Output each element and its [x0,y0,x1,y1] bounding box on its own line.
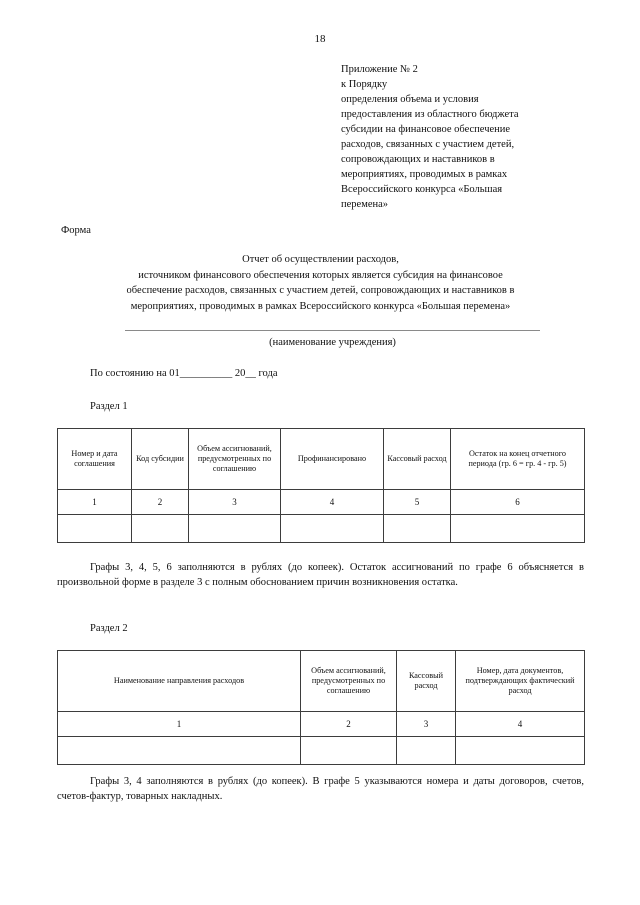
section-1-table [57,428,585,543]
appendix-reference-line-3: определения объема и условия [341,94,479,105]
table-2-number-cell-4: 4 [456,712,585,737]
table-1-header-cell-4: Профинансировано [281,429,384,490]
table-1-number-cell-1: 1 [58,490,132,515]
section-2-table [57,650,585,765]
institution-name-field [125,330,540,350]
appendix-reference-line-4: предоставления из областного бюджета [341,109,519,120]
table-row [58,737,585,765]
page-number: 18 [314,33,326,45]
appendix-reference-block [341,62,591,212]
title-line-3: обеспечение расходов, связанных с участием детей, сопровождающих и наставников в [126,285,515,297]
appendix-reference-line-10: перемена» [341,199,389,210]
table-2-header-cell-4: Номер, дата документов, подтверждающих фактический расход [456,651,585,712]
table-1-header-cell-1: Номер и дата соглашения [58,429,132,490]
institution-name-caption: (наименование учреждения) [269,337,396,348]
table-1-header-cell-6: Остаток на конец отчетного периода (гр. 6 = гр. 4 - гр. 5) [451,429,585,490]
appendix-reference-line-5: субсидии на финансовое обеспечение [341,124,511,135]
table-1-number-cell-2: 2 [132,490,189,515]
table-1-number-cell-3: 3 [189,490,281,515]
table-2-header-cell-1: Наименование направления расходов [58,651,301,712]
appendix-reference-line-9: Всероссийского конкурса «Большая [341,184,503,195]
form-label: Форма [61,225,91,236]
table-2-data-cell-1[interactable] [58,737,301,765]
appendix-reference-line-8: мероприятиях, проводимых в рамках [341,169,508,180]
table-row [58,515,585,543]
table-2-number-cell-3: 3 [397,712,456,737]
appendix-reference-line-7: сопровождающих и наставников в [341,154,495,165]
table-row [58,490,585,515]
table-2-data-cell-3[interactable] [397,737,456,765]
table-1-data-cell-5[interactable] [384,515,451,543]
table-2-header-cell-2: Объем ассигнований, предусмотренных по соглашению [301,651,397,712]
table-1-number-cell-6: 6 [451,490,585,515]
appendix-reference-line-2: к Порядку [341,79,388,90]
table-row [58,429,585,490]
table-1-header-cell-2: Код субсидии [132,429,189,490]
table-row [58,651,585,712]
section-2-note: Графы 3, 4 заполняются в рублях (до копеек). В графе 5 указываются номера и даты договоров, счетов, счетов-фактур, товарных накладных. [57,776,584,802]
table-1-data-cell-4[interactable] [281,515,384,543]
table-1-header-cell-3: Объем ассигнований, предусмотренных по соглашению [189,429,281,490]
table-2-header-cell-3: Кассовый расход [397,651,456,712]
appendix-reference-line-6: расходов, связанных с участием детей, [341,139,515,150]
table-2-data-cell-2[interactable] [301,737,397,765]
reporting-date-line: По состоянию на 01__________ 20__ года [90,368,278,379]
table-2-number-cell-2: 2 [301,712,397,737]
table-2-number-cell-1: 1 [58,712,301,737]
title-line-4: мероприятиях, проводимых в рамках Всероссийского конкурса «Большая перемена» [130,300,511,312]
title-line-2: источником финансового обеспечения которых является субсидия на финансовое [138,269,503,281]
table-1-data-cell-6[interactable] [451,515,585,543]
table-1-data-cell-1[interactable] [58,515,132,543]
institution-name-rule [125,330,540,331]
table-1-data-cell-2[interactable] [132,515,189,543]
table-1-number-cell-5: 5 [384,490,451,515]
table-1-data-cell-3[interactable] [189,515,281,543]
table-1-number-cell-4: 4 [281,490,384,515]
table-row [58,712,585,737]
table-1-header-cell-5: Кассовый расход [384,429,451,490]
section-1-label: Раздел 1 [90,401,128,412]
page-title [57,252,584,314]
appendix-reference-line-1: Приложение № 2 [341,64,418,75]
section-2-label: Раздел 2 [90,623,128,634]
table-2-data-cell-4[interactable] [456,737,585,765]
section-1-note: Графы 3, 4, 5, 6 заполняются в рублях (до копеек). Остаток ассигнований по графе 6 объясняется в произвольной форме в разделе 3 с полным обоснованием причин возникновения остатка. [57,562,584,588]
title-line-1: Отчет об осуществлении расходов, [242,254,399,265]
